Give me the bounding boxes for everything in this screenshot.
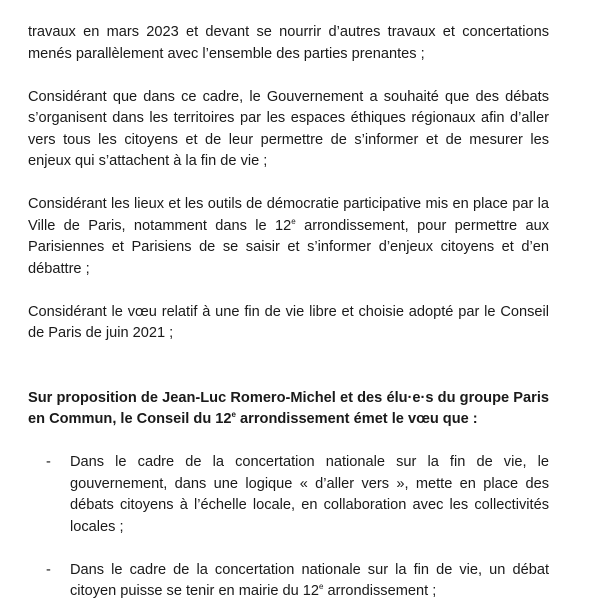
paragraph-government-debates: Considérant que dans ce cadre, le Gouvernement a souhaité que des débats s’organisent dans les territoires par les espaces éthiques régionaux afin d’aller vers tous les citoyens et de leur permettre de s’informer et de mesurer les enjeux qui s’attachent à la fin de vie ; bbox=[28, 88, 549, 169]
paragraph-participative-democracy bbox=[28, 194, 549, 280]
document-page bbox=[28, 22, 549, 603]
list-bullet: - bbox=[46, 454, 51, 470]
resolution-heading bbox=[28, 388, 549, 431]
ordinal-superscript: e bbox=[319, 582, 324, 592]
ordinal-superscript: e bbox=[231, 410, 236, 420]
paragraph-text: Considérant les lieux et les outils de démocratie participative mis en place par la Ville de Paris, notamment dans le 12 bbox=[28, 196, 549, 234]
wish-list bbox=[28, 452, 549, 603]
paragraph-previous-wish: Considérant le vœu relatif à une fin de vie libre et choisie adopté par le Conseil de Paris de juin 2021 ; bbox=[28, 303, 549, 341]
paragraph-text: arrondissement, pour permettre aux Parisiennes et Parisiens de se saisir et s’informer d’enjeux citoyens et d’en débattre ; bbox=[28, 217, 550, 277]
list-item-text: Dans le cadre de la concertation nationale sur la fin de vie, le gouvernement, dans une logique « d’aller vers », mette en place des débats citoyens à l’échelle locale, en collaboration avec les collectivités locales ; bbox=[70, 454, 549, 535]
list-item bbox=[28, 560, 549, 603]
resolution-text: Sur proposition de Jean-Luc Romero-Michel et des élu·e·s du groupe Paris en Commun, le Conseil du 12 bbox=[28, 389, 549, 427]
paragraph-continuation: travaux en mars 2023 et devant se nourrir d’autres travaux et concertations menés parallèlement avec l’ensemble des parties prenantes ; bbox=[28, 24, 549, 62]
list-item bbox=[28, 452, 549, 538]
list-bullet: - bbox=[46, 561, 51, 578]
list-item-text: Dans le cadre de la concertation nationale sur la fin de vie, un débat citoyen puisse se tenir en mairie du 12 bbox=[70, 561, 549, 599]
ordinal-superscript: e bbox=[291, 216, 296, 226]
resolution-text: arrondissement émet le vœu que : bbox=[236, 411, 478, 427]
list-item-text: arrondissement ; bbox=[323, 583, 437, 599]
